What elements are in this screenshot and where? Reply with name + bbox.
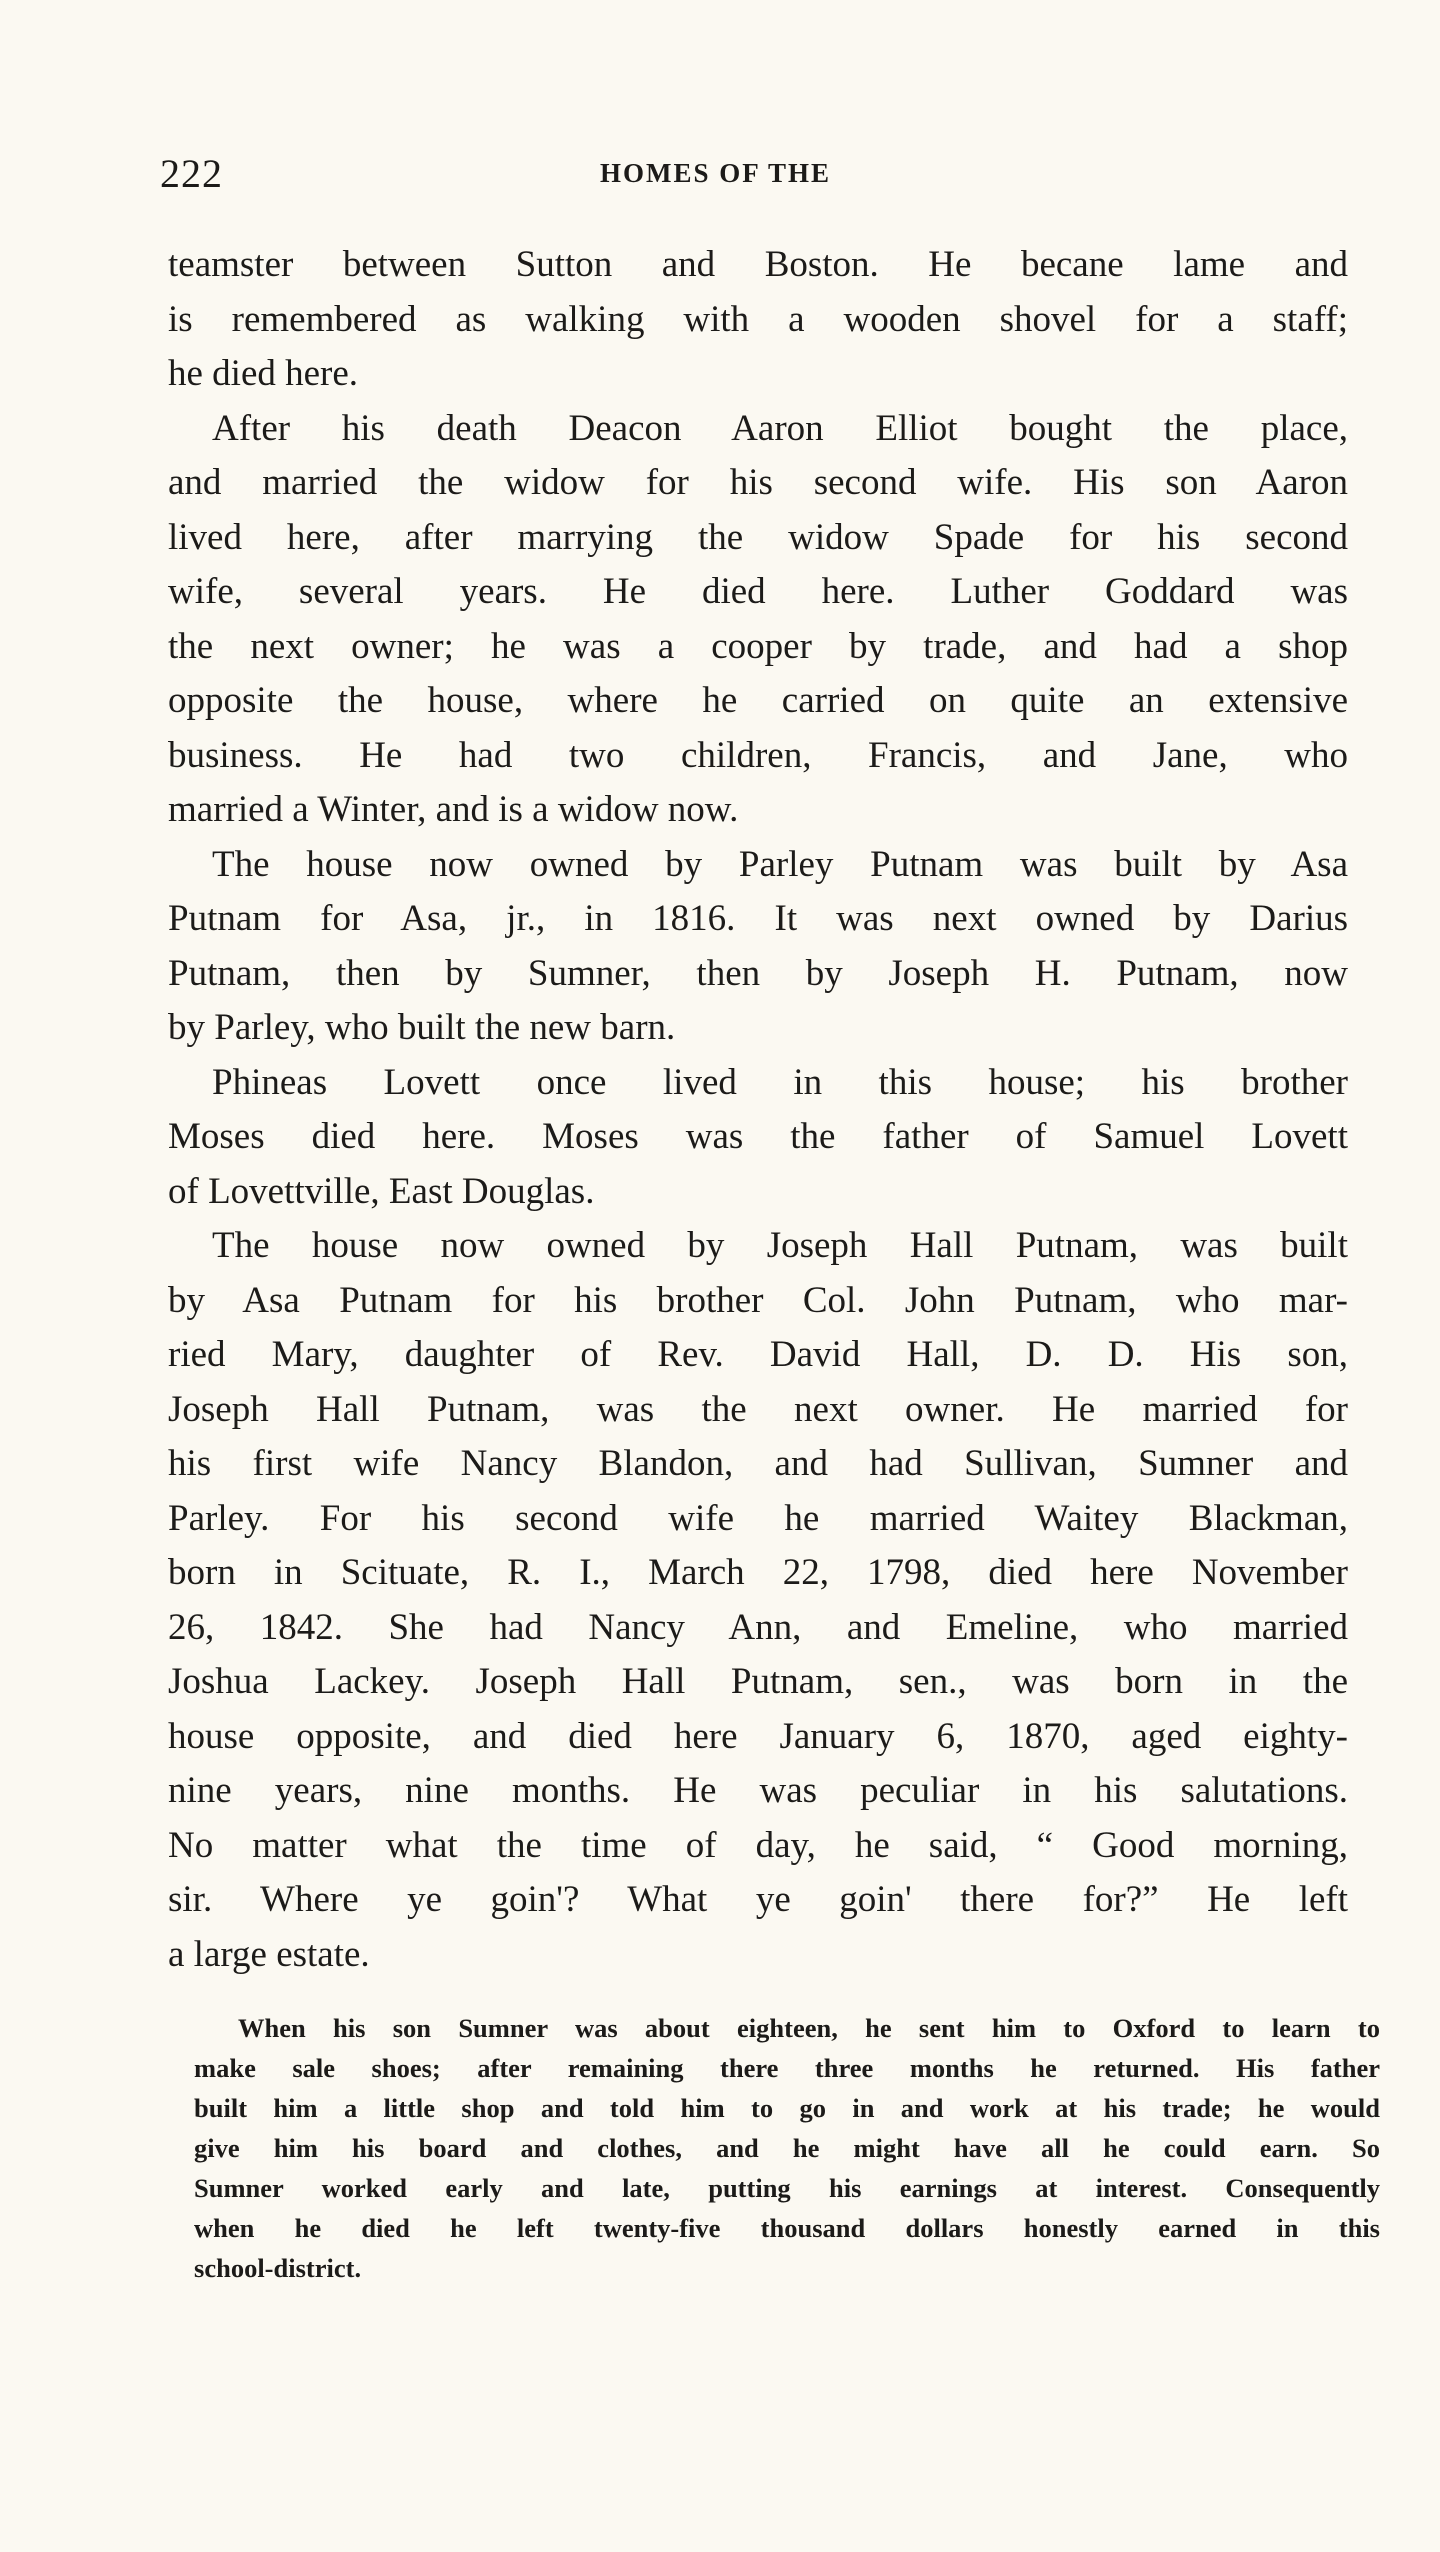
footnote-line: Sumner worked early and late, putting his earnings at interest. Consequently <box>194 2173 1380 2203</box>
page-number: 222 <box>160 151 223 196</box>
text-line: sir. Where ye goin'? What ye goin' there for?” He left <box>168 1879 1348 1920</box>
text-line: wife, several years. He died here. Luther Goddard was <box>168 571 1348 612</box>
body-text <box>168 238 1348 1982</box>
text-line: married a Winter, and is a widow now. <box>168 789 739 830</box>
text-line: and married the widow for his second wife. His son Aaron <box>168 462 1348 503</box>
text-line: his first wife Nancy Blandon, and had Sullivan, Sumner and <box>168 1443 1348 1484</box>
text-line: business. He had two children, Francis, and Jane, who <box>168 734 1348 776</box>
text-line: by Asa Putnam for his brother Col. John Putnam, who mar- <box>168 1279 1348 1321</box>
text-line: teamster between Sutton and Boston. He becane lame and <box>168 244 1348 285</box>
footnote-line: built him a little shop and told him to go in and work at his trade; he would <box>194 2093 1380 2123</box>
text-line: born in Scituate, R. I., March 22, 1798, died here November <box>168 1552 1348 1593</box>
footnote <box>194 2008 1380 2288</box>
text-line: Parley. For his second wife he married Waitey Blackman, <box>168 1497 1348 1539</box>
text-line: Putnam for Asa, jr., in 1816. It was next owned by Darius <box>168 898 1348 939</box>
text-line: nine years, nine months. He was peculiar in his salutations. <box>168 1770 1348 1811</box>
footnote-line: give him his board and clothes, and he might have all he could earn. So <box>194 2133 1380 2163</box>
text-line: The house now owned by Parley Putnam was built by Asa <box>212 843 1348 885</box>
text-line: the next owner; he was a cooper by trade, and had a shop <box>168 625 1348 667</box>
text-line: Putnam, then by Sumner, then by Joseph H. Putnam, now <box>168 952 1348 994</box>
page-header <box>160 150 1360 210</box>
text-line: lived here, after marrying the widow Spade for his second <box>168 516 1348 558</box>
text-line: Moses died here. Moses was the father of Samuel Lovett <box>168 1116 1348 1157</box>
text-line: Phineas Lovett once lived in this house; his brother <box>212 1061 1348 1103</box>
text-line: of Lovettville, East Douglas. <box>168 1170 595 1212</box>
text-line: No matter what the time of day, he said, “ Good morning, <box>168 1824 1348 1866</box>
text-line: he died here. <box>168 353 359 394</box>
footnote-line: When his son Sumner was about eighteen, he sent him to Oxford to learn to <box>238 2013 1380 2043</box>
text-line: The house now owned by Joseph Hall Putnam, was built <box>212 1225 1348 1266</box>
text-line: opposite the house, where he carried on quite an extensive <box>168 680 1348 721</box>
footnote-line: when he died he left twenty-five thousand dollars honestly earned in this <box>194 2213 1380 2243</box>
text-line: Joseph Hall Putnam, was the next owner. He married for <box>168 1388 1348 1430</box>
text-line: a large estate. <box>168 1933 370 1975</box>
text-line: 26, 1842. She had Nancy Ann, and Emeline, who married <box>168 1606 1348 1648</box>
footnote-line: school-district. <box>194 2253 362 2283</box>
text-line: house opposite, and died here January 6, 1870, aged eighty- <box>168 1715 1348 1757</box>
footnote-line: make sale shoes; after remaining there three months he returned. His father <box>194 2053 1380 2083</box>
text-line: After his death Deacon Aaron Elliot bought the place, <box>212 407 1348 449</box>
running-head: HOMES OF THE <box>600 158 832 188</box>
text-line: is remembered as walking with a wooden shovel for a staff; <box>168 298 1348 340</box>
text-line: ried Mary, daughter of Rev. David Hall, D. D. His son, <box>168 1334 1348 1375</box>
text-line: Joshua Lackey. Joseph Hall Putnam, sen., was born in the <box>168 1661 1348 1702</box>
text-line: by Parley, who built the new barn. <box>168 1007 676 1048</box>
